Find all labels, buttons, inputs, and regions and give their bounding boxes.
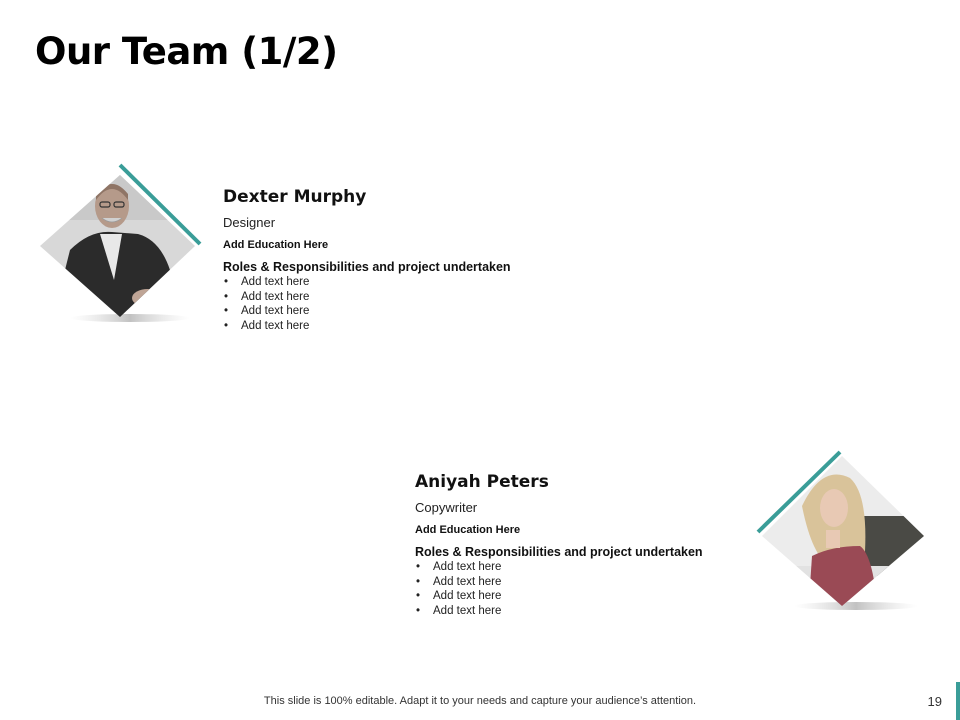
list-item: • Add text here bbox=[415, 604, 775, 619]
member-education: Add Education Here bbox=[223, 239, 329, 251]
page-accent-bar bbox=[956, 682, 960, 720]
page-number: 19 bbox=[927, 694, 942, 709]
member-card-dexter-murphy bbox=[223, 187, 583, 333]
responsibilities-heading: Roles & Responsibilities and project undertaken bbox=[223, 260, 511, 274]
member-name: Dexter Murphy bbox=[223, 187, 367, 207]
list-item: • Add text here bbox=[415, 575, 775, 590]
member-role: Copywriter bbox=[415, 500, 478, 515]
member-name: Aniyah Peters bbox=[415, 472, 549, 492]
list-item: • Add text here bbox=[415, 560, 775, 575]
responsibilities-list bbox=[415, 560, 775, 618]
member-education: Add Education Here bbox=[415, 524, 521, 536]
member-photo-dexter-murphy bbox=[30, 160, 210, 330]
list-item: • Add text here bbox=[415, 589, 775, 604]
list-item: • Add text here bbox=[223, 290, 583, 305]
footer-note: This slide is 100% editable. Adapt it to your needs and capture your audience’s attention. bbox=[263, 695, 697, 707]
slide-title: Our Team (1/2) bbox=[35, 30, 338, 73]
member-photo-aniyah-peters bbox=[752, 446, 932, 616]
list-item: • Add text here bbox=[223, 275, 583, 290]
responsibilities-list bbox=[223, 275, 583, 333]
member-role: Designer bbox=[223, 215, 276, 230]
responsibilities-heading: Roles & Responsibilities and project undertaken bbox=[415, 545, 703, 559]
list-item: • Add text here bbox=[223, 304, 583, 319]
member-card-aniyah-peters bbox=[415, 472, 775, 618]
list-item: • Add text here bbox=[223, 319, 583, 334]
